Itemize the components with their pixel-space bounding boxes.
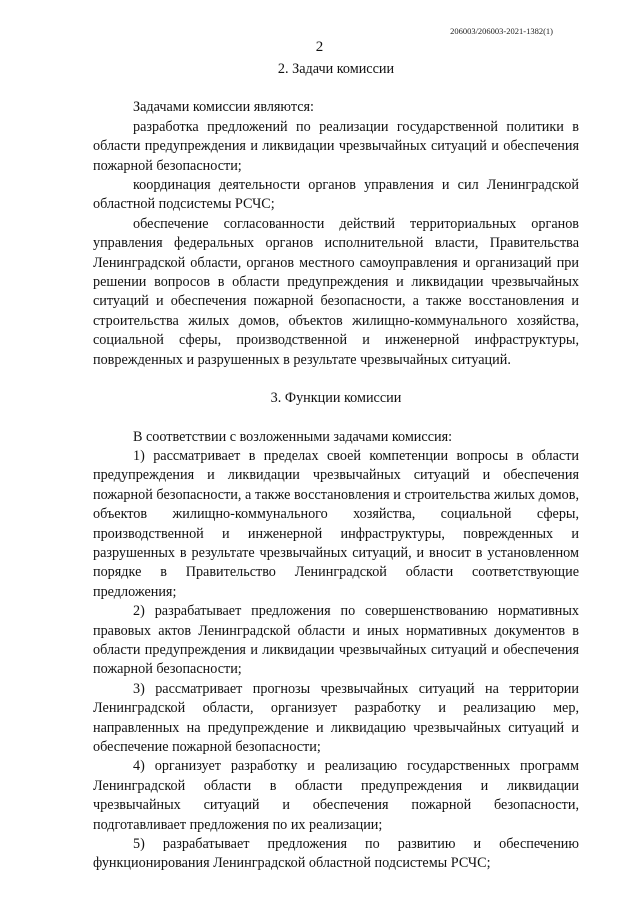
section-tasks — [93, 60, 579, 370]
document-id: 206003/206003-2021-1382(1) — [450, 26, 553, 36]
section-title: 2. Задачи комиссии — [277, 61, 395, 77]
section-title: 3. Функции комиссии — [270, 390, 402, 407]
section-functions — [93, 389, 579, 874]
paragraph: Задачами комиссии являются: — [133, 99, 314, 116]
page-number: 2 — [315, 39, 324, 55]
list-item: 5) разрабатывает предложения по развитию и обеспечению функционирования Ленинградской областной подсистемы РСЧС; — [93, 836, 579, 872]
document-body — [93, 60, 579, 874]
paragraph: В соответствии с возложенными задачами комиссия: — [133, 428, 453, 445]
list-item: 3) рассматривает прогнозы чрезвычайных ситуаций на территории Ленинградской области, организует разработку и реализацию мер, направленных на предупреждение и ликвидацию чрезвычайных ситуаций и обеспечение пожарной безопасности; — [93, 680, 579, 755]
list-item: 2) разрабатывает предложения по совершенствованию нормативных правовых актов Ленинградской области и иных нормативных документов в области предупреждения и ликвидации чрезвычайных ситуаций и обеспечения пожарной безопасности; — [93, 603, 579, 678]
list-item: 1) рассматривает в пределах своей компетенции вопросы в области предупреждения и ликвидации чрезвычайных ситуаций и обеспечения пожарной безопасности, а также восстановления и строительства жилых домов, объектов жилищно-коммунального хозяйства, социальной сферы, производственной и инженерной инфраструктуры, поврежденных и разрушенных в результате чрезвычайных ситуаций, и вносит в установленном порядке в Правительство Ленинградской области соответствующие предложения; — [93, 447, 579, 600]
list-item: 4) организует разработку и реализацию государственных программ Ленинградской области в области предупреждения и ликвидации чрезвычайных ситуаций и обеспечения пожарной безопасности, подготавливает предложения по их реализации; — [93, 758, 579, 833]
paragraph: обеспечение согласованности действий территориальных органов управления федеральных органов исполнительной власти, Правительства Ленинградской области, органов местного самоуправления и организаций при решении вопросов в области предупреждения и ликвидации чрезвычайных ситуаций и обеспечения пожарной безопасности, а также восстановления и строительства жилых домов, объектов жилищно-коммунального хозяйства, социальной сферы, производственной и инженерной инфраструктуры, поврежденных и разрушенных в результате чрезвычайных ситуаций. — [93, 215, 579, 368]
paragraph: разработка предложений по реализации государственной политики в области предупреждения и ликвидации чрезвычайных ситуаций и обеспечения пожарной безопасности; — [93, 118, 579, 174]
paragraph: координация деятельности органов управления и сил Ленинградской областной подсистемы РСЧС; — [93, 177, 579, 213]
